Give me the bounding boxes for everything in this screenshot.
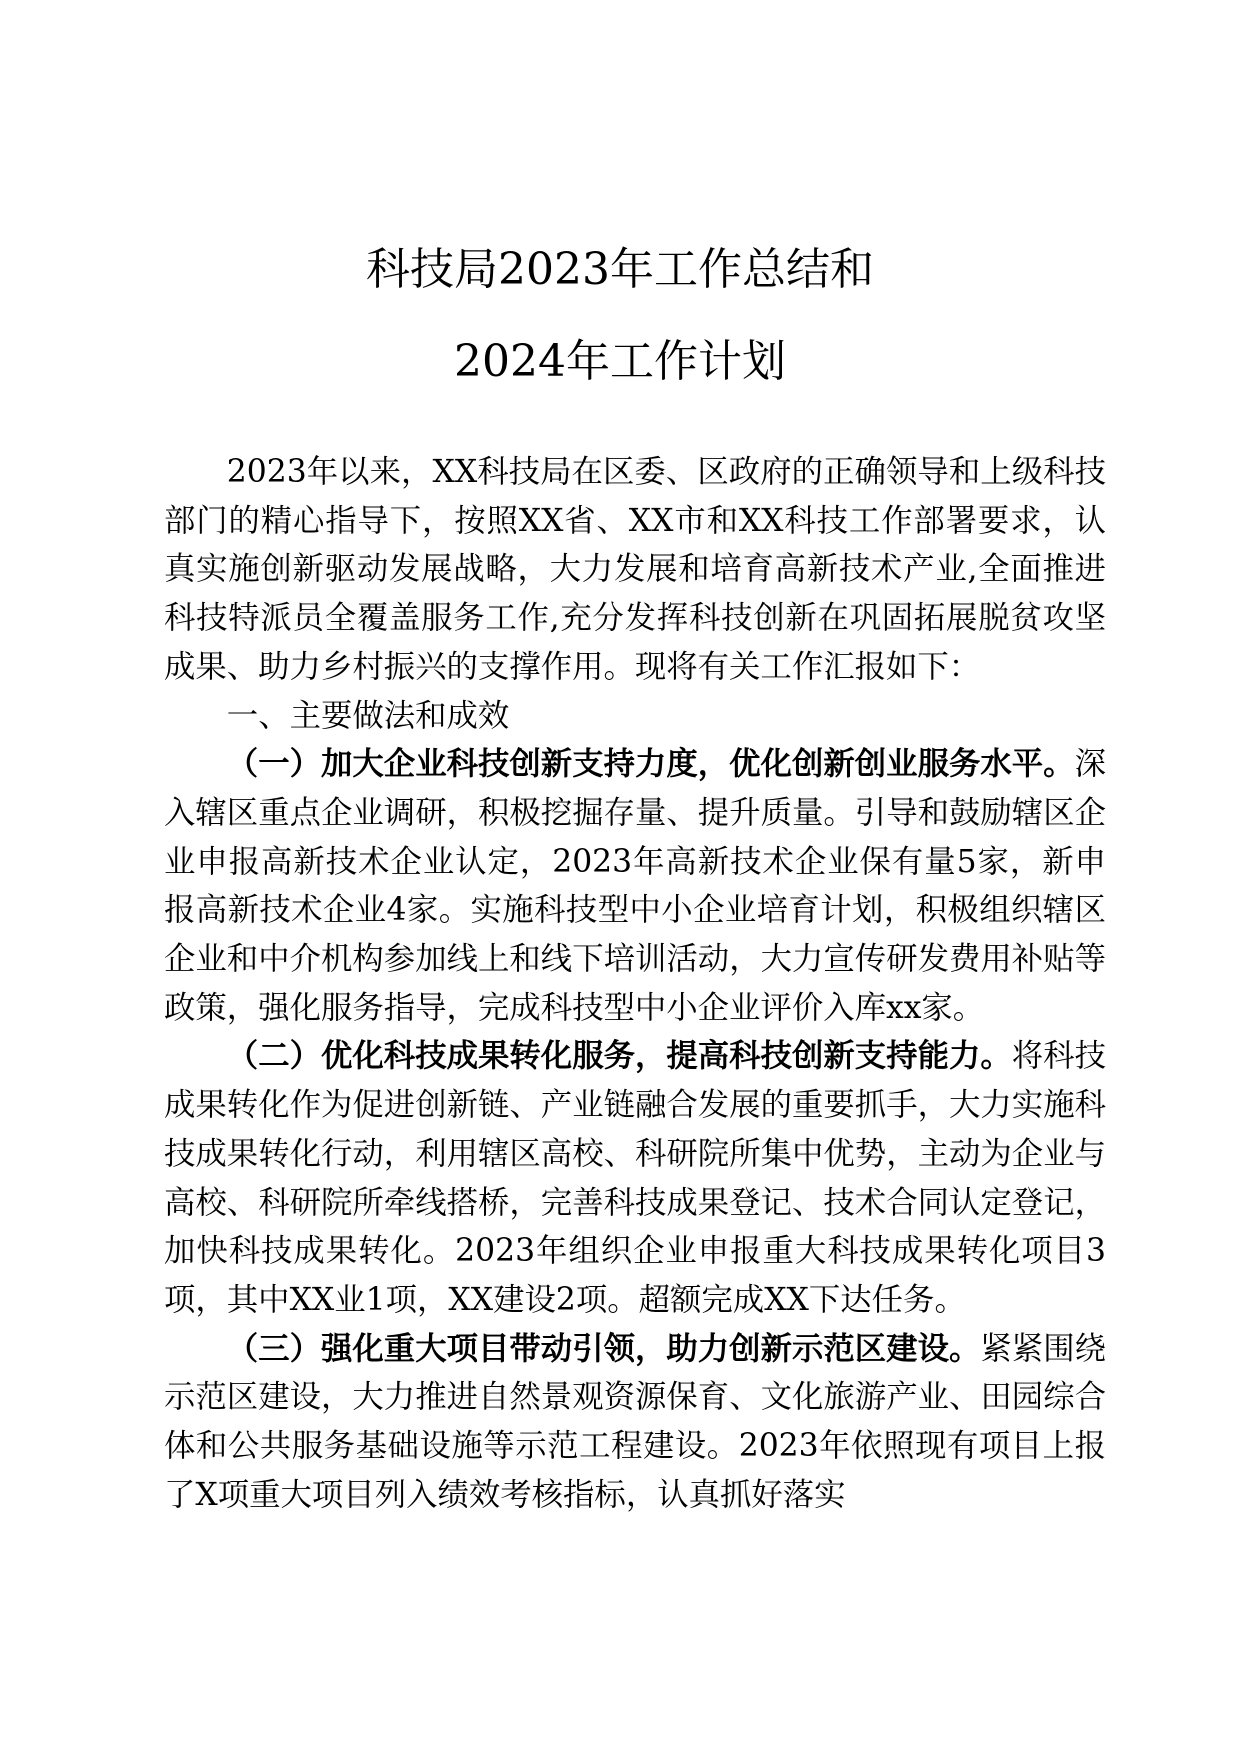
item-text-3: 紧紧围绕示范区建设，大力推进自然景观资源保育、文化旅游产业、田园综合体和公共服务基础设施等示范工程建设。2023年依照现有项目上报了X项重大项目列入绩效考核指标，认真抓好落实: [164, 1330, 1106, 1513]
document-title-line-1: 科技局2023年工作总结和: [366, 244, 874, 295]
intro-paragraph: 2023年以来，XX科技局在区委、区政府的正确领导和上级科技部门的精心指导下，按照XX省、XX市和XX科技工作部署要求，认真实施创新驱动发展战略，大力发展和培育高新技术产业,全面推进科技特派员全覆盖服务工作,充分发挥科技创新在巩固拓展脱贫攻坚成果、助力乡村振兴的支撑作用。现将有关工作汇报如下：: [164, 454, 1106, 685]
document-title-line-2: 2024年工作计划: [454, 336, 786, 387]
section-heading: 一、主要做法和成效: [226, 697, 510, 734]
item-heading-1: （一）加大企业科技创新支持力度，优化创新创业服务水平。: [226, 746, 1075, 783]
item-paragraph-2: [164, 1032, 1106, 1324]
item-heading-3: （三）强化重大项目带动引领，助力创新示范区建设。: [226, 1330, 981, 1367]
item-paragraph-1: [164, 740, 1106, 1032]
document-body: [164, 448, 1106, 1519]
item-paragraph-3: [164, 1325, 1106, 1520]
item-heading-2: （二）优化科技成果转化服务，提高科技创新支持能力。: [226, 1038, 1012, 1075]
item-text-1: 深入辖区重点企业调研，积极挖掘存量、提升质量。引导和鼓励辖区企业申报高新技术企业认定，2023年高新技术企业保有量5家，新申报高新技术企业4家。实施科技型中小企业培育计划，积极组织辖区企业和中介机构参加线上和线下培训活动，大力宣传研发费用补贴等政策，强化服务指导，完成科技型中小企业评价入库xx家。: [164, 746, 1106, 1026]
item-text-2: 将科技成果转化作为促进创新链、产业链融合发展的重要抓手，大力实施科技成果转化行动，利用辖区高校、科研院所集中优势，主动为企业与高校、科研院所牵线搭桥，完善科技成果登记、技术合同认定登记，加快科技成果转化。2023年组织企业申报重大科技成果转化项目3项，其中XX业1项，XX建设2项。超额完成XX下达任务。: [164, 1038, 1106, 1318]
